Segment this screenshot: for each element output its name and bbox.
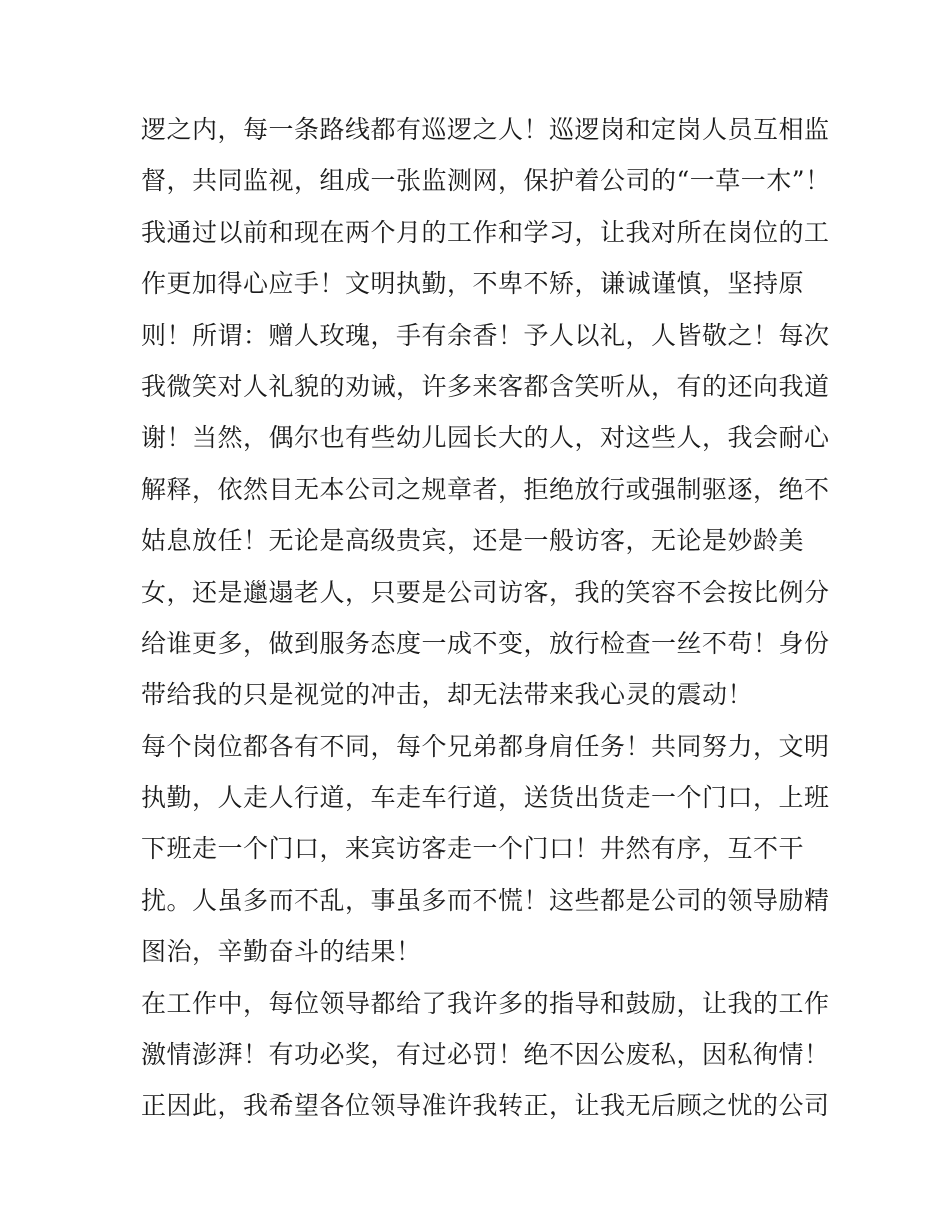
text-line: 作更加得心应手！文明执勤，不卑不矫，谦诚谨慎，坚持原 [141, 269, 805, 299]
text-line: 督，共同监视，组成一张监测网，保护着公司的“一草一木”！ [141, 166, 831, 196]
text-line: 给谁更多，做到服务态度一成不变，放行检查一丝不苟！身份 [141, 628, 830, 658]
text-line: 在工作中，每位领导都给了我许多的指导和鼓励，让我的工作 [141, 988, 830, 1018]
text-line: 下班走一个门口，来宾访客走一个门口！井然有序，互不干 [141, 834, 805, 864]
text-line: 正因此，我希望各位领导准许我转正，让我无后顾之忧的公司 [141, 1091, 830, 1121]
text-line: 扰。人虽多而不乱，事虽多而不慌！这些都是公司的领导励精 [141, 885, 830, 915]
text-line: 每个岗位都各有不同，每个兄弟都身肩任务！共同努力，文明 [141, 731, 830, 761]
text-line: 执勤，人走人行道，车走车行道，送货出货走一个门口，上班 [141, 783, 830, 813]
text-line: 我通过以前和现在两个月的工作和学习，让我对所在岗位的工 [141, 217, 830, 247]
text-line: 带给我的只是视觉的冲击，却无法带来我心灵的震动！ [141, 680, 754, 710]
text-line: 谢！当然，偶尔也有些幼儿园长大的人，对这些人，我会耐心 [141, 423, 830, 453]
text-line: 激情澎湃！有功必奖，有过必罚！绝不因公废私，因私徇情！ [141, 1040, 830, 1070]
text-line: 则！所谓：赠人玫瑰，手有余香！予人以礼，人皆敬之！每次 [141, 320, 830, 350]
text-line: 解释，依然目无本公司之规章者，拒绝放行或强制驱逐，绝不 [141, 474, 830, 504]
text-line: 图治，辛勤奋斗的结果！ [141, 937, 422, 967]
body-text [141, 104, 831, 1132]
text-line: 女，还是邋遢老人，只要是公司访客，我的笑容不会按比例分 [141, 577, 830, 607]
text-line: 逻之内，每一条路线都有巡逻之人！巡逻岗和定岗人员互相监 [141, 115, 830, 144]
text-line: 我微笑对人礼貌的劝诫，许多来客都含笑听从，有的还向我道 [141, 371, 830, 401]
text-line: 姑息放任！无论是高级贵宾，还是一般访客，无论是妙龄美 [141, 526, 805, 556]
